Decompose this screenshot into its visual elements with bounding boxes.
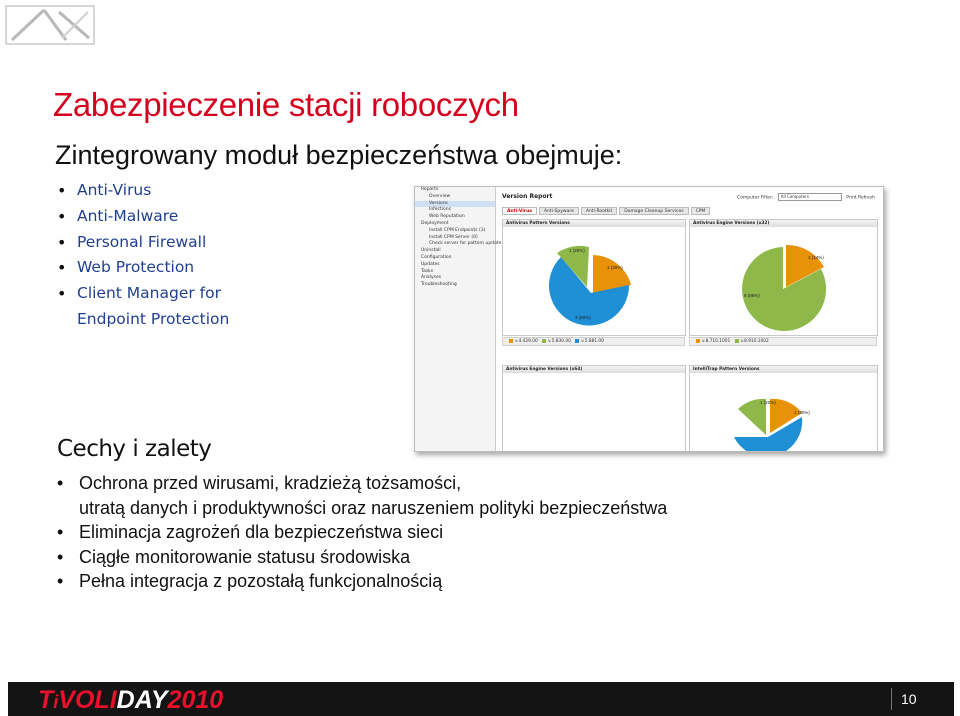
legend-swatch (696, 339, 700, 343)
brand-part: T (38, 686, 54, 714)
brand-part: 2010 (167, 686, 224, 714)
tab-damage-cleanup: Damage Cleanup Services (619, 207, 688, 215)
sidebar-item: Install CPM Endpoints (3) (429, 227, 486, 233)
computer-filter (737, 193, 875, 201)
section-heading: Cechy i zalety (57, 436, 212, 462)
pie-label: 1 (14%) (808, 255, 824, 260)
sidebar-item: Analyses (421, 275, 442, 281)
pie-label: 1 (20%) (569, 248, 585, 253)
feature-item: • Anti-Virus (55, 178, 229, 204)
sidebar-item: Uninstall (421, 248, 441, 254)
pie-label: 1 (20%) (760, 400, 776, 405)
panel-header: Antivirus Engine Versions (x32) (690, 220, 877, 227)
tivoli-logo-icon (4, 4, 96, 48)
intellitrap-versions-panel (689, 365, 878, 452)
pie-slice-blue (734, 417, 802, 452)
pie-chart (503, 227, 685, 333)
panel-header: Antivirus Pattern Versions (503, 220, 685, 227)
feature-list (55, 178, 229, 333)
sidebar-item: Overview (429, 193, 451, 199)
property-item: • Ciągłe monitorowanie statusu środowiska (55, 545, 667, 570)
page-number: 10 (901, 691, 917, 707)
feature-item: • Web Protection (55, 255, 229, 281)
pie-label: 6 (86%) (744, 293, 760, 298)
pie-chart (690, 227, 877, 333)
brand-part: i (53, 692, 59, 712)
sidebar-item: Versions (415, 201, 495, 208)
legend-item: v.5.881.00 (581, 339, 604, 344)
sidebar-item: Check server for pattern update (429, 241, 502, 247)
tab-anti-rootkit: Anti-Rootkit (581, 207, 617, 215)
panel-header: IntelliTrap Pattern Versions (690, 366, 877, 373)
feature-item: • Personal Firewall (55, 230, 229, 256)
screenshot-sidebar (415, 187, 502, 451)
legend-item: v.5.830.00 (548, 339, 571, 344)
refresh-link: Refresh (858, 195, 875, 201)
engine-versions-x32-panel (689, 219, 878, 336)
pie-chart (690, 373, 877, 452)
sidebar-item: Troubleshooting (421, 282, 457, 288)
legend-item: v.8.910.1002 (740, 339, 769, 344)
tab-cpm: CPM (691, 207, 711, 215)
filter-select: All Computers (778, 193, 842, 201)
feature-item-continued: Endpoint Protection (77, 309, 230, 328)
feature-item: • Client Manager for (55, 281, 229, 307)
sidebar-item: Deployment (421, 220, 449, 226)
pattern-versions-panel (502, 219, 686, 336)
pie-label: 3 (60%) (575, 315, 591, 320)
print-link: Print (846, 195, 857, 201)
sidebar-item: Updates (421, 261, 440, 267)
sidebar-item: Configuration (421, 254, 452, 260)
pie-label: 1 (20%) (794, 410, 810, 415)
property-item: • Eliminacja zagrożeń dla bezpieczeństwa sieci (55, 520, 667, 545)
sidebar-item: Infections (429, 207, 451, 213)
report-title: Version Report (502, 193, 553, 200)
legend-swatch (542, 339, 546, 343)
slide-title: Zabezpieczenie stacji roboczych (53, 86, 519, 123)
filter-label: Computer Filter: (736, 195, 774, 201)
panel-header: Antivirus Engine Versions (x64) (503, 366, 685, 373)
property-item: • Pełna integracja z pozostałą funkcjonalnością (55, 569, 667, 594)
legend-swatch (735, 339, 739, 343)
screenshot-main (498, 187, 881, 451)
legend-item: v.8.710.1001 (702, 339, 731, 344)
property-item: • Ochrona przed wirusami, kradzieżą tożsamości, (55, 471, 667, 496)
tab-anti-spyware: Anti-Spyware (539, 207, 579, 215)
pie-label: 1 (20%) (607, 265, 623, 270)
product-screenshot (414, 186, 884, 452)
feature-item: • Anti-Malware (55, 204, 229, 230)
sidebar-item: Web Reputation (429, 214, 465, 220)
chart-legend (502, 337, 685, 346)
footer-bar (8, 682, 954, 716)
tab-anti-virus: Anti-Virus (502, 207, 537, 215)
slide-subtitle: Zintegrowany moduł bezpieczeństwa obejmuje: (55, 140, 623, 170)
brand-part: VOLI (58, 686, 117, 714)
legend-swatch (509, 339, 513, 343)
footer-divider (891, 688, 892, 710)
chart-legend (689, 337, 877, 346)
legend-swatch (575, 339, 579, 343)
tivoli-day-logo (38, 686, 223, 715)
engine-versions-x64-panel (502, 365, 686, 452)
sidebar-item: Install CPM Server (0) (429, 234, 478, 240)
sidebar-item: Reports (421, 187, 439, 192)
report-tabs (502, 207, 710, 215)
legend-item: v.4.429.00 (515, 339, 538, 344)
property-item-continued: utratą danych i produktywności oraz naruszeniem polityki bezpieczeństwa (79, 497, 668, 518)
brand-part: DAY (116, 686, 168, 714)
sidebar-item: Tasks (421, 268, 434, 274)
properties-list (55, 471, 667, 594)
